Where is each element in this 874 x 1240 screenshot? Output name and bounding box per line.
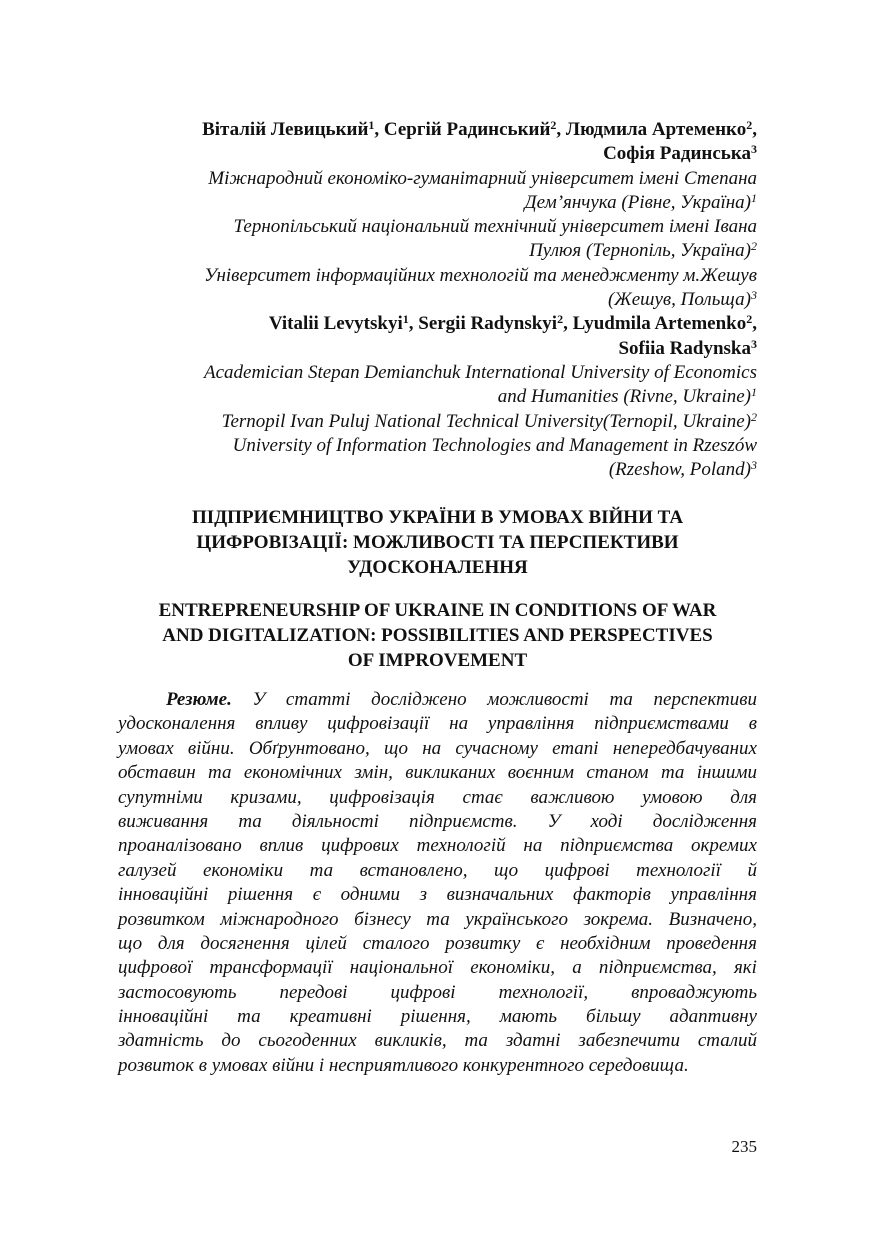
title-line: ЦИФРОВІЗАЦІЇ: МОЖЛИВОСТІ ТА ПЕРСПЕКТИВИ bbox=[196, 532, 679, 553]
title-line: OF IMPROVEMENT bbox=[347, 650, 528, 671]
author-name: Сергій Радинський bbox=[383, 119, 551, 140]
affiliation-line bbox=[118, 191, 757, 215]
abstract-block bbox=[118, 688, 757, 1078]
author-name: Віталій Левицький bbox=[202, 119, 369, 140]
paper-title-ua bbox=[118, 505, 757, 580]
abstract-line: розвиток в умовах війни і несприятливого конкурентного середовища. bbox=[118, 1054, 689, 1076]
abstract-line: супутніми кризами, цифровізація стає важливою умовою для bbox=[118, 786, 757, 808]
authors-en-names-line-2 bbox=[118, 337, 757, 361]
affiliation-marker: 1 bbox=[402, 312, 409, 327]
title-line: ENTREPRENEURSHIP OF UKRAINE IN CONDITIONS OF WAR bbox=[158, 600, 717, 621]
abstract-line: обставин та економічних змін, викликаних воєнним станом та іншими bbox=[118, 762, 757, 784]
title-line: УДОСКОНАЛЕННЯ bbox=[347, 557, 528, 578]
affiliation-marker: 2 bbox=[751, 409, 757, 424]
affiliation-marker: 2 bbox=[550, 118, 557, 132]
separator: , bbox=[563, 313, 573, 335]
authors-ua-names-line bbox=[118, 118, 757, 142]
author-name: Sofiia Radynska bbox=[618, 337, 751, 359]
affiliation-text: Дем’янчука (Рівне, Україна) bbox=[524, 191, 751, 213]
abstract-line: застосовують передові цифрові технології, впроваджують bbox=[118, 981, 757, 1003]
affiliation-line bbox=[118, 288, 757, 312]
abstract-line: умовах війни. Обґрунтовано, що на сучасному етапі непередбачуваних bbox=[118, 737, 757, 759]
separator: , bbox=[374, 119, 384, 140]
paper-title-en bbox=[118, 598, 757, 673]
affiliation-text: (Жешув, Польща) bbox=[607, 289, 751, 311]
abstract-label: Резюме. bbox=[166, 689, 232, 710]
title-line: ПІДПРИЄМНИЦТВО УКРАЇНИ В УМОВАХ ВІЙНИ ТА bbox=[191, 507, 684, 528]
affiliation-marker: 2 bbox=[746, 118, 753, 132]
affiliation-text: University of Information Technologies and Management in Rzeszów bbox=[232, 434, 757, 456]
abstract-line: виживання та діяльності підприємств. У ході дослідження bbox=[118, 810, 757, 832]
page-number: 235 bbox=[731, 1137, 757, 1156]
abstract-line: Резюме. У статті досліджено можливості та перспективи bbox=[118, 688, 757, 712]
author-name: Софія Радинська bbox=[603, 143, 751, 165]
affiliation-marker: 3 bbox=[751, 288, 757, 303]
affiliation-marker: 3 bbox=[751, 336, 757, 351]
affiliation-text: and Humanities (Rivne, Ukraine) bbox=[497, 386, 751, 408]
affiliation-line bbox=[118, 167, 757, 191]
affiliation-line bbox=[118, 361, 757, 385]
affiliation-marker: 2 bbox=[751, 239, 757, 254]
abstract-line: розвитком міжнародного бізнесу та українського зокрема. Визначено, bbox=[118, 908, 757, 930]
affiliation-line bbox=[118, 264, 757, 288]
affiliation-line bbox=[118, 434, 757, 458]
affiliation-text: Пулюя (Тернопіль, Україна) bbox=[529, 240, 751, 262]
affiliation-text: (Rzeshow, Poland) bbox=[608, 459, 751, 481]
title-line: AND DIGITALIZATION: POSSIBILITIES AND PERSPECTIVES bbox=[162, 625, 713, 646]
author-name: Sergii Radynskyi bbox=[418, 313, 558, 335]
affiliation-text: Ternopil Ivan Puluj National Technical University(Ternopil, Ukraine) bbox=[221, 410, 751, 432]
affiliation-marker: 1 bbox=[751, 190, 757, 205]
affiliation-text: Academician Stepan Demianchuk International University of Economics bbox=[204, 361, 757, 383]
affiliation-marker: 3 bbox=[751, 142, 757, 157]
authors-en-names-line bbox=[118, 312, 757, 336]
abstract-line: інноваційні рішення є одними з визначальних факторів управління bbox=[118, 884, 757, 906]
affiliation-marker: 1 bbox=[368, 118, 375, 132]
authors-ua-names-line-2 bbox=[118, 142, 757, 166]
author-name: Lyudmila Artemenko bbox=[572, 313, 747, 335]
abstract-line: що для досягнення цілей сталого розвитку є необхідним проведення bbox=[118, 932, 757, 954]
authors-block bbox=[118, 118, 757, 482]
affiliation-line bbox=[118, 410, 757, 434]
affiliation-line bbox=[118, 385, 757, 409]
affiliation-line bbox=[118, 458, 757, 482]
affiliation-line bbox=[118, 215, 757, 239]
author-name: Vitalii Levytskyi bbox=[268, 313, 403, 335]
abstract-line: удосконалення впливу цифровізації на управління підприємствами в bbox=[118, 713, 757, 735]
separator: , bbox=[752, 119, 757, 140]
affiliation-marker: 2 bbox=[746, 312, 753, 327]
affiliation-marker: 3 bbox=[751, 458, 757, 473]
separator: , bbox=[752, 313, 757, 335]
affiliation-text: Університет інформаційних технологій та менеджменту м.Жешув bbox=[204, 264, 757, 286]
affiliation-line bbox=[118, 239, 757, 263]
abstract-line: проаналізовано вплив цифрових технологій на підприємства окремих bbox=[118, 835, 757, 857]
abstract-line: здатність до сьогоденних викликів, та здатні забезпечити сталий bbox=[118, 1030, 757, 1052]
separator: , bbox=[408, 313, 419, 335]
affiliation-marker: 2 bbox=[557, 312, 564, 327]
abstract-line: інноваційні та креативні рішення, мають більшу адаптивну bbox=[118, 1006, 757, 1028]
affiliation-text: Тернопільський національний технічний університет імені Івана bbox=[233, 216, 757, 238]
affiliation-text: Міжнародний економіко-гуманітарний університет імені Степана bbox=[208, 167, 757, 189]
abstract-line: галузей економіки та встановлено, що цифрові технології й bbox=[118, 859, 757, 881]
separator: , bbox=[556, 119, 566, 140]
author-name: Людмила Артеменко bbox=[565, 119, 747, 140]
abstract-line: цифрової трансформації національної економіки, а підприємства, які bbox=[118, 957, 757, 979]
affiliation-marker: 1 bbox=[751, 385, 757, 400]
